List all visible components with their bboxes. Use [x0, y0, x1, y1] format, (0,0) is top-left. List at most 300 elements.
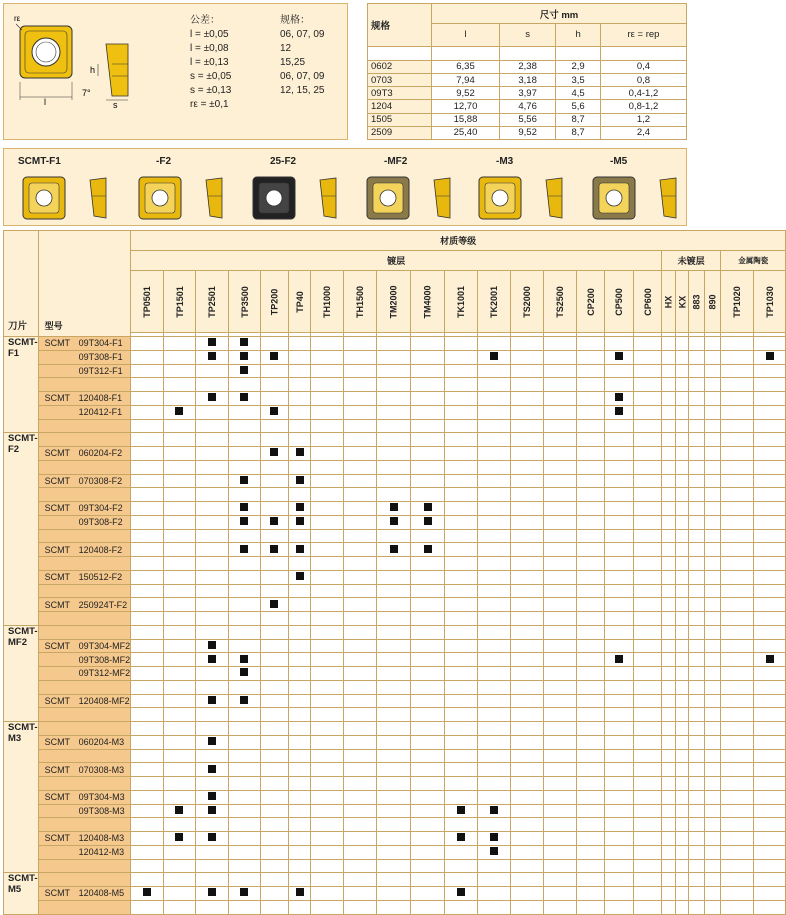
grade-cell [675, 502, 689, 516]
grade-cell [196, 873, 229, 887]
grade-cell [445, 708, 478, 722]
grade-cell [675, 832, 689, 846]
insert-label: -M3 [496, 156, 514, 167]
grade-cell [344, 515, 377, 529]
grade-cell [163, 694, 196, 708]
grade-cell [228, 708, 261, 722]
grade-cell [377, 887, 411, 901]
grade-cell [689, 474, 705, 488]
grade-cell [288, 680, 311, 694]
grade-cell [633, 350, 662, 364]
dim-value-cell: 7,94 [432, 74, 500, 87]
availability-mark [296, 888, 304, 896]
grade-cell [478, 405, 511, 419]
grade-cell [478, 887, 511, 901]
grade-cell [633, 488, 662, 502]
grade-cell [344, 887, 377, 901]
dim-value-cell: 9,52 [432, 87, 500, 100]
spec-line: 06, 07, 09 [280, 71, 325, 82]
grade-cell [576, 474, 605, 488]
grade-cell [543, 873, 576, 887]
grade-cell [543, 887, 576, 901]
availability-mark [240, 366, 248, 374]
grade-cell [689, 763, 705, 777]
grade-cell [543, 447, 576, 461]
grade-cell [543, 460, 576, 474]
model-cell [38, 557, 131, 571]
grade-cell [662, 337, 676, 351]
grade-cell [445, 433, 478, 447]
grade-cell [311, 570, 344, 584]
grade-cell [131, 570, 164, 584]
grade-cell [377, 474, 411, 488]
grade-cell [705, 735, 721, 749]
grade-cell [633, 460, 662, 474]
dim-col-header-h: h [556, 24, 601, 46]
grade-cell [261, 832, 289, 846]
grade-cell [163, 653, 196, 667]
grade-cell [377, 859, 411, 873]
grade-cell [662, 364, 676, 378]
grade-cell [543, 364, 576, 378]
grade-cell [511, 749, 544, 763]
grade-cell [377, 735, 411, 749]
blade-group-label: SCMT-M5 [4, 873, 39, 914]
grade-cell [163, 584, 196, 598]
model-cell [38, 887, 131, 901]
grade-cell [633, 543, 662, 557]
grade-cell [689, 598, 705, 612]
grade-cell [478, 598, 511, 612]
grade-header [576, 271, 605, 333]
grade-cell [377, 680, 411, 694]
blade-group-label: SCMT-F1 [4, 337, 39, 433]
availability-mark [296, 545, 304, 553]
grade-cell [411, 804, 445, 818]
grade-cell [196, 900, 229, 914]
grade-cell [675, 529, 689, 543]
grade-cell [721, 337, 754, 351]
dimension-table [367, 3, 687, 140]
grade-cell [605, 570, 634, 584]
grade-name: 883 [691, 293, 702, 310]
grade-cell [705, 680, 721, 694]
grade-cell [662, 460, 676, 474]
grade-cell [753, 598, 786, 612]
grade-cell [675, 474, 689, 488]
grade-cell [131, 364, 164, 378]
grade-cell [478, 460, 511, 474]
grade-cell [411, 584, 445, 598]
grade-cell [445, 447, 478, 461]
grade-cell [311, 405, 344, 419]
grade-cell [261, 722, 289, 736]
grade-cell [576, 515, 605, 529]
grade-cell [675, 722, 689, 736]
grade-cell [543, 653, 576, 667]
grade-cell [288, 447, 311, 461]
insert-image [138, 176, 238, 220]
grade-cell [605, 763, 634, 777]
availability-mark [270, 600, 278, 608]
grade-header [705, 271, 721, 333]
grade-cell [753, 433, 786, 447]
tolerance-line: l = ±0,05 [190, 29, 229, 40]
table-row [4, 667, 786, 681]
grade-cell [261, 598, 289, 612]
grade-cell [311, 474, 344, 488]
grade-cell [131, 488, 164, 502]
grade-cell [311, 722, 344, 736]
grade-cell [377, 790, 411, 804]
grade-cell [411, 639, 445, 653]
table-row [4, 777, 786, 791]
grade-cell [377, 515, 411, 529]
grade-cell [705, 873, 721, 887]
grade-cell [753, 364, 786, 378]
blade-group-label: SCMT-M3 [4, 722, 39, 873]
grade-cell [163, 570, 196, 584]
table-row [4, 818, 786, 832]
grade-cell [576, 447, 605, 461]
model-prefix: SCMT [44, 448, 71, 459]
dim-col-header-spec: 规格 [368, 4, 432, 47]
grade-cell [228, 405, 261, 419]
grade-cell [411, 433, 445, 447]
model-cell [38, 900, 131, 914]
grade-cell [675, 777, 689, 791]
grade-cell [311, 350, 344, 364]
grade-cell [344, 845, 377, 859]
table-row [4, 887, 786, 901]
model-cell [38, 584, 131, 598]
grade-cell [753, 667, 786, 681]
grade-cell [163, 749, 196, 763]
grade-cell [344, 529, 377, 543]
grade-cell [675, 887, 689, 901]
grade-cell [196, 474, 229, 488]
grade-cell [131, 460, 164, 474]
grade-cell [411, 832, 445, 846]
grade-cell [261, 364, 289, 378]
grade-cell [478, 612, 511, 626]
grade-cell [675, 859, 689, 873]
model-cell [38, 832, 131, 846]
grade-cell [605, 722, 634, 736]
grade-cell [478, 474, 511, 488]
grade-cell [753, 488, 786, 502]
grade-cell [721, 419, 754, 433]
insert-label: -M5 [610, 156, 628, 167]
availability-mark [424, 517, 432, 525]
grade-cell [377, 804, 411, 818]
model-cell [38, 474, 131, 488]
material-grade-header: 材质等级 [131, 231, 786, 251]
dimension-row [368, 126, 687, 139]
grade-cell [543, 378, 576, 392]
table-row [4, 694, 786, 708]
grade-cell [261, 612, 289, 626]
grade-cell [605, 584, 634, 598]
grade-cell [344, 735, 377, 749]
grade-cell [511, 433, 544, 447]
grade-cell [288, 337, 311, 351]
grade-cell [228, 364, 261, 378]
grade-cell [288, 708, 311, 722]
dim-value-cell: 3,5 [556, 74, 601, 87]
insert-label: 25-F2 [270, 156, 297, 167]
grade-cell [261, 790, 289, 804]
availability-mark [208, 338, 216, 346]
grade-cell [633, 722, 662, 736]
grade-cell [411, 790, 445, 804]
grade-cell [344, 460, 377, 474]
grade-cell [511, 790, 544, 804]
grade-cell [675, 735, 689, 749]
model-cell [38, 543, 131, 557]
grade-cell [689, 790, 705, 804]
grade-cell [721, 749, 754, 763]
grade-cell [511, 859, 544, 873]
grade-cell [662, 763, 676, 777]
grade-cell [511, 639, 544, 653]
grade-cell [675, 378, 689, 392]
grade-cell [633, 598, 662, 612]
grade-cell [511, 557, 544, 571]
grade-cell [576, 887, 605, 901]
grade-cell [288, 419, 311, 433]
grade-cell [163, 612, 196, 626]
dim-col-header-re: rε = rep [600, 24, 686, 46]
grade-cell [163, 763, 196, 777]
grade-cell [605, 515, 634, 529]
grade-cell [605, 460, 634, 474]
grade-cell [261, 887, 289, 901]
grade-cell [228, 488, 261, 502]
grade-cell [543, 777, 576, 791]
grade-cell [131, 557, 164, 571]
grade-cell [511, 419, 544, 433]
grade-cell [344, 488, 377, 502]
grade-cell [576, 873, 605, 887]
grade-cell [311, 419, 344, 433]
grade-cell [605, 873, 634, 887]
grade-cell [675, 447, 689, 461]
table-row [4, 337, 786, 351]
grade-cell [228, 598, 261, 612]
grade-cell [196, 612, 229, 626]
grade-cell [721, 804, 754, 818]
grade-cell [196, 804, 229, 818]
table-row [4, 392, 786, 406]
grade-cell [543, 680, 576, 694]
grade-cell [662, 777, 676, 791]
grade-cell [478, 570, 511, 584]
grade-cell [163, 447, 196, 461]
grade-cell [705, 474, 721, 488]
grade-cell [196, 887, 229, 901]
grade-cell [163, 515, 196, 529]
grade-cell [478, 735, 511, 749]
dimension-row [368, 100, 687, 113]
grade-cell [344, 859, 377, 873]
grade-cell [705, 419, 721, 433]
grade-cell [131, 378, 164, 392]
grade-cell [543, 708, 576, 722]
grade-cell [662, 859, 676, 873]
availability-mark [175, 806, 183, 814]
grade-cell [311, 845, 344, 859]
grade-cell [163, 502, 196, 516]
grade-cell [576, 639, 605, 653]
grade-cell [311, 832, 344, 846]
model-cell [38, 515, 131, 529]
grade-cell [377, 392, 411, 406]
grade-cell [196, 419, 229, 433]
model-cell [38, 804, 131, 818]
grade-cell [633, 584, 662, 598]
grade-cell [721, 474, 754, 488]
dim-spec-cell: 09T3 [368, 87, 432, 100]
grade-cell [605, 474, 634, 488]
grade-cell [721, 625, 754, 639]
grade-cell [576, 612, 605, 626]
grade-cell [675, 708, 689, 722]
insert-image [252, 176, 352, 220]
grade-cell [543, 722, 576, 736]
grade-cell [344, 777, 377, 791]
grade-cell [478, 447, 511, 461]
grade-cell [261, 392, 289, 406]
grade-cell [633, 749, 662, 763]
grade-cell [689, 584, 705, 598]
grade-cell [662, 667, 676, 681]
grade-cell [605, 529, 634, 543]
grade-cell [633, 859, 662, 873]
grade-cell [163, 708, 196, 722]
grade-cell [196, 337, 229, 351]
grade-cell [288, 790, 311, 804]
grade-cell [344, 680, 377, 694]
grade-cell [311, 584, 344, 598]
table-row [4, 680, 786, 694]
table-row [4, 405, 786, 419]
grade-cell [721, 392, 754, 406]
grade-cell [445, 777, 478, 791]
grade-cell [753, 405, 786, 419]
grade-cell [675, 364, 689, 378]
grade-cell [705, 763, 721, 777]
grade-cell [311, 680, 344, 694]
grade-cell [411, 460, 445, 474]
grade-cell [689, 749, 705, 763]
grade-cell [261, 900, 289, 914]
grade-cell [753, 873, 786, 887]
grade-cell [662, 447, 676, 461]
grade-cell [131, 722, 164, 736]
dim-value-cell: 0,4 [600, 60, 686, 73]
model-code: 09T308-F2 [78, 517, 123, 528]
grade-cell [705, 598, 721, 612]
grade-cell [411, 653, 445, 667]
grade-cell [662, 392, 676, 406]
grade-cell [662, 639, 676, 653]
grade-cell [511, 722, 544, 736]
grade-cell [377, 818, 411, 832]
grade-cell [543, 598, 576, 612]
grade-cell [662, 419, 676, 433]
grade-cell [288, 515, 311, 529]
availability-mark [208, 737, 216, 745]
table-row [4, 749, 786, 763]
grade-cell [377, 694, 411, 708]
table-row [4, 474, 786, 488]
dimension-row [368, 60, 687, 73]
grade-cell [705, 790, 721, 804]
grade-cell [633, 515, 662, 529]
grade-cell [705, 488, 721, 502]
grade-cell [445, 694, 478, 708]
grade-cell [196, 818, 229, 832]
model-cell [38, 612, 131, 626]
grade-cell [576, 598, 605, 612]
grade-cell [705, 515, 721, 529]
grade-cell [478, 749, 511, 763]
grade-cell [633, 777, 662, 791]
dim-col-header-s: s [499, 24, 555, 46]
grade-cell [753, 392, 786, 406]
grade-cell [131, 543, 164, 557]
grade-name: TP1020 [731, 285, 742, 318]
grade-cell [689, 873, 705, 887]
grade-cell [576, 859, 605, 873]
grade-cell [445, 364, 478, 378]
grade-cell [163, 460, 196, 474]
grade-cell [196, 433, 229, 447]
grade-cell [705, 392, 721, 406]
model-code: 09T304-M3 [78, 792, 125, 803]
grade-cell [196, 749, 229, 763]
grade-cell [411, 447, 445, 461]
grade-cell [543, 529, 576, 543]
grade-cell [689, 557, 705, 571]
grade-cell [705, 350, 721, 364]
grade-cell [163, 680, 196, 694]
grade-cell [543, 502, 576, 516]
grade-cell [633, 680, 662, 694]
availability-mark [490, 833, 498, 841]
grade-cell [311, 502, 344, 516]
tolerance-line: l = ±0,13 [190, 57, 229, 68]
grade-cell [662, 804, 676, 818]
grade-cell [605, 392, 634, 406]
grade-cell [196, 708, 229, 722]
model-cell [38, 777, 131, 791]
grade-cell [705, 433, 721, 447]
grade-cell [445, 460, 478, 474]
grade-cell [163, 887, 196, 901]
grade-cell [411, 818, 445, 832]
grade-cell [662, 474, 676, 488]
availability-mark [270, 352, 278, 360]
grade-cell [605, 735, 634, 749]
tolerance-column [190, 14, 231, 112]
grade-cell [228, 653, 261, 667]
dim-value-cell: 9,52 [499, 126, 555, 139]
insert-label: SCMT-F1 [18, 156, 61, 167]
grade-cell [633, 625, 662, 639]
grade-cell [311, 529, 344, 543]
